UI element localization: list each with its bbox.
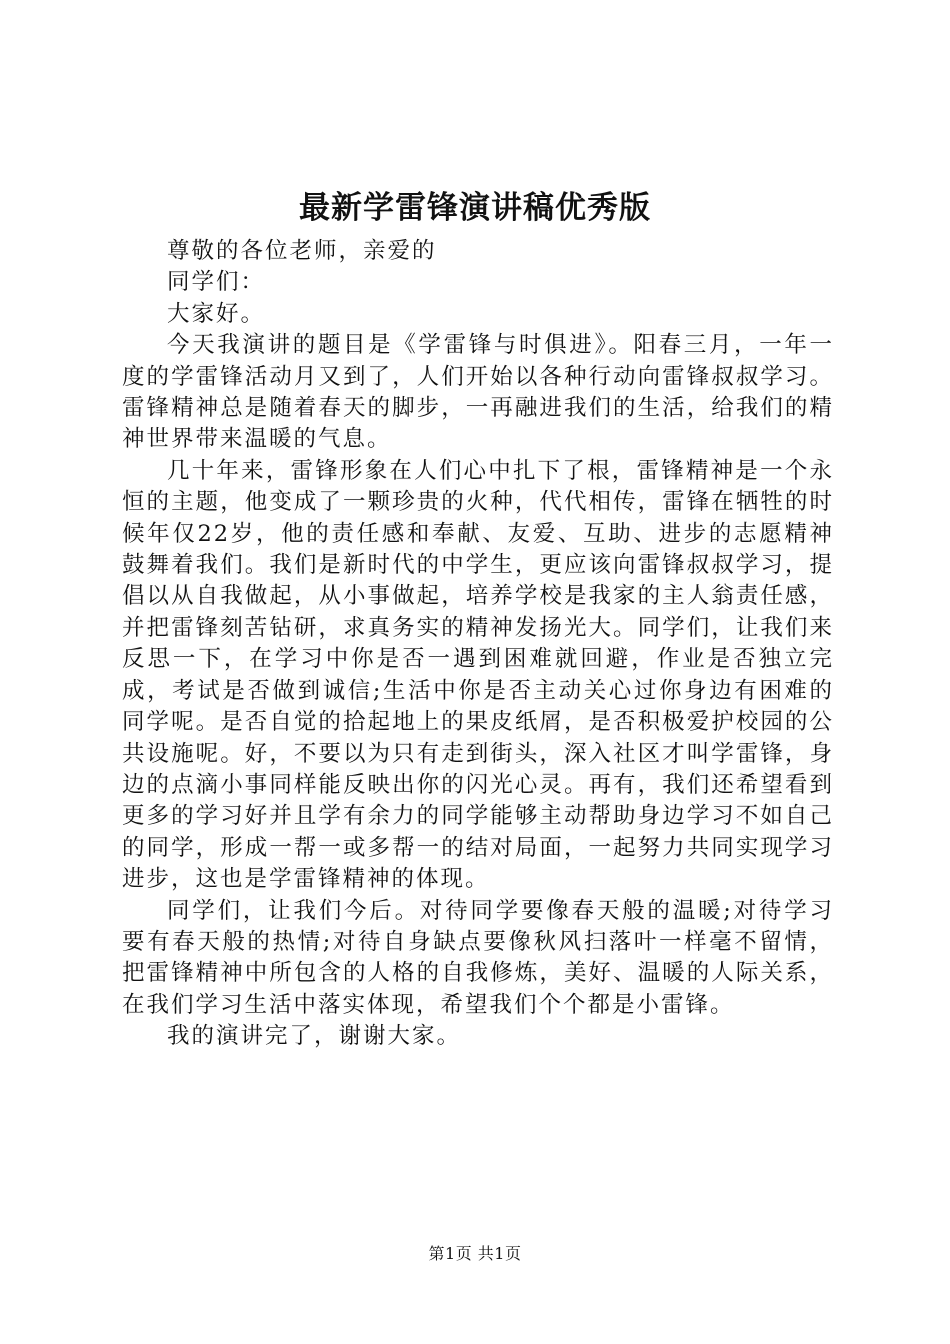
page-footer: 第1页 共1页 <box>428 1244 522 1263</box>
document-title: 最新学雷锋演讲稿优秀版 <box>299 190 651 226</box>
greeting-line: 大家好。 <box>167 300 266 327</box>
closing-line: 我的演讲完了，谢谢大家。 <box>167 1023 462 1050</box>
salutation-line-1: 尊敬的各位老师，亲爱的 <box>167 238 437 264</box>
body-paragraph: 同学们，让我们今后。对待同学要像春天般的温暖;对待学习要有春天般的热情;对待自身缺点要像秋风扫落叶一样毫不留情，把雷锋精神中所包含的人格的自我修炼，美好、温暖的人际关系，在我们学习生活中落实体现，希望我们个个都是小雷锋。 <box>122 897 834 1018</box>
salutation-line-2: 同学们： <box>167 269 266 296</box>
body-paragraph: 几十年来，雷锋形象在人们心中扎下了根，雷锋精神是一个永恒的主题，他变成了一颗珍贵的火种，代代相传，雷锋在牺牲的时候年仅22岁，他的责任感和奉献、友爱、互助、进步的志愿精神鼓舞着我们。我们是新时代的中学生，更应该向雷锋叔叔学习，提倡以从自我做起，从小事做起，培养学校是我家的主人翁责任感，并把雷锋刻苦钻研，求真务实的精神发扬光大。同学们，让我们来反思一下，在学习中你是否一遇到困难就回避，作业是否独立完成，考试是否做到诚信;生活中你是否主动关心过你身边有困难的同学呢。是否自觉的拾起地上的果皮纸屑，是否积极爱护校园的公共设施呢。好，不要以为只有走到街头，深入社区才叫学雷锋，身边的点滴小事同样能反映出你的闪光心灵。再有，我们还希望看到更多的学习好并且学有余力的同学能够主动帮助身边学习不如自己的同学，形成一帮一或多帮一的结对局面，一起努力共同实现学习进步，这也是学雷锋精神的体现。 <box>122 457 834 893</box>
body-paragraph: 今天我演讲的题目是《学雷锋与时俱进》。阳春三月，一年一度的学雷锋活动月又到了，人们开始以各种行动向雷锋叔叔学习。雷锋精神总是随着春天的脚步，一再融进我们的生活，给我们的精神世界带来温暖的气息。 <box>122 332 834 453</box>
document-body <box>122 236 834 1053</box>
